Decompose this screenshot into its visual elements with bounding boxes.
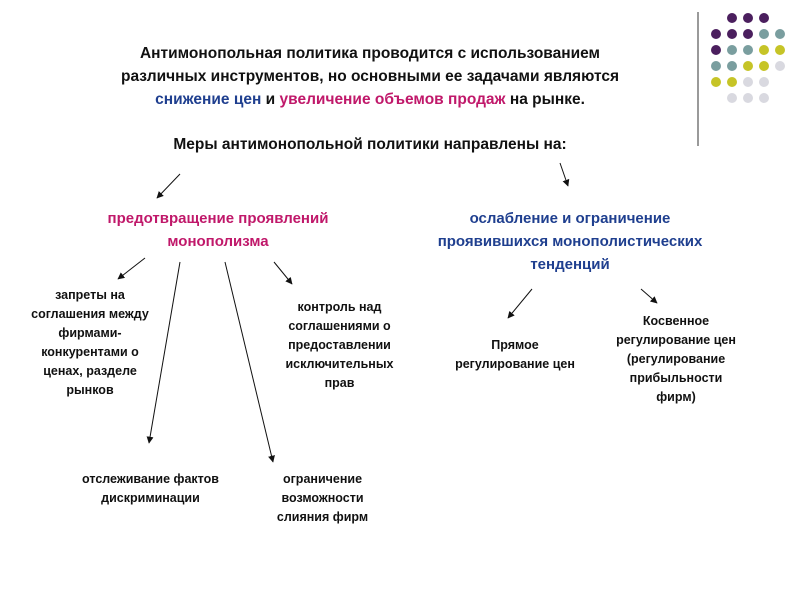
arrow-to-indirect [641, 289, 657, 303]
arrow-to-weakening [560, 163, 568, 186]
arrow-to-bans [118, 258, 145, 279]
leaf-control: контроль над соглашениями о предоставлении исключительных прав [285, 300, 394, 390]
intro-conjunction: и [261, 91, 280, 108]
arrow-to-direct [508, 289, 532, 318]
branch-prevention: предотвращение проявлений монополизма [107, 210, 329, 250]
intro-line-2: различных инструментов, но основными ее задачами являются [120, 68, 619, 85]
measures-title: Меры антимонопольной политики направлены на: [173, 136, 567, 153]
arrow-to-prevention [157, 174, 180, 198]
arrow-to-tracking [149, 262, 180, 443]
leaf-bans: запреты на соглашения между фирмами-конкурентами о ценах, разделе рынков [31, 288, 149, 397]
leaf-indirect-regulation: Косвенное регулирование цен (регулирование прибыльности фирм) [616, 314, 736, 404]
intro-line-1: Антимонопольная политика проводится с использованием [139, 45, 601, 62]
highlight-sales-increase: увеличение объемов продаж [279, 91, 506, 108]
intro-tail: на рынке. [505, 91, 585, 108]
highlight-price-reduction: снижение цен [155, 91, 262, 108]
branch-weakening: ослабление и ограничение проявившихся монополистических тенденций [437, 210, 703, 273]
leaf-tracking: отслеживание фактов дискриминации [82, 472, 219, 505]
leaf-direct-regulation: Прямое регулирование цен [455, 338, 575, 371]
arrow-to-control [274, 262, 292, 284]
leaf-merger-limits: ограничение возможности слияния фирм [276, 472, 369, 524]
arrow-to-merger-limits [225, 262, 273, 462]
